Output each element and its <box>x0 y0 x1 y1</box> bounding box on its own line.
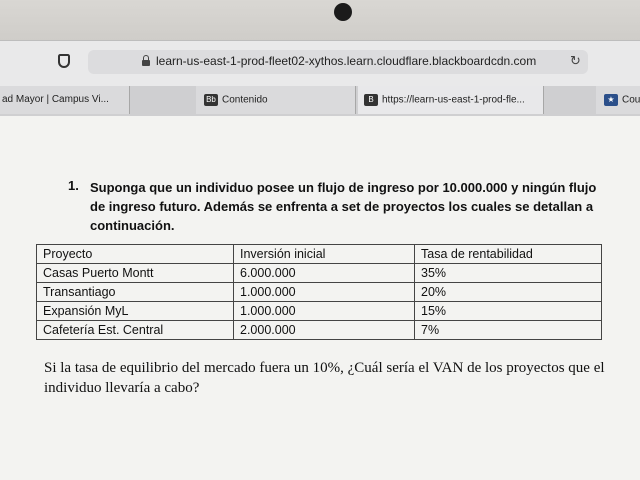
table-cell: 1.000.000 <box>234 302 415 321</box>
question-text: Suponga que un individuo posee un flujo de ingreso por 10.000.000 y ningún flujo de ingreso futuro. Además se enfrenta a set de proyectos los cuales se detallan a continuación. <box>90 180 597 233</box>
reload-icon[interactable]: ↻ <box>570 53 581 68</box>
url-text[interactable]: learn-us-east-1-prod-fleet02-xythos.learn.cloudflare.blackboardcdn.com <box>156 54 537 68</box>
table-cell: 35% <box>415 264 602 283</box>
laptop-bezel <box>0 0 640 40</box>
table-row <box>37 264 602 283</box>
tab-label: Contenido <box>222 94 268 106</box>
star-icon: ★ <box>604 94 618 106</box>
header-cell: Proyecto <box>37 245 234 264</box>
table-header-row <box>37 245 602 264</box>
header-cell: Tasa de rentabilidad <box>415 245 602 264</box>
tab-campus-virtual[interactable] <box>0 86 130 114</box>
tab-course[interactable] <box>596 86 640 114</box>
table-cell: Expansión MyL <box>37 302 234 321</box>
camera-icon <box>334 3 352 21</box>
tab-label: ad Mayor | Campus Vi... <box>2 94 109 105</box>
table-cell: Transantiago <box>37 283 234 302</box>
followup-question: Si la tasa de equilibrio del mercado fuera un 10%, ¿Cuál sería el VAN de los proyectos que el individuo llevaría a cabo? <box>44 360 605 396</box>
blackboard-icon: B <box>364 94 378 106</box>
tab-active-document[interactable] <box>358 86 544 114</box>
shield-icon[interactable] <box>58 54 70 68</box>
table-row <box>37 321 602 340</box>
table-cell: 1.000.000 <box>234 283 415 302</box>
table-row <box>37 302 602 321</box>
lock-icon <box>142 60 150 66</box>
projects-table <box>36 244 602 340</box>
table-cell: Casas Puerto Montt <box>37 264 234 283</box>
question-number: 1. <box>68 178 79 193</box>
header-cell: Inversión inicial <box>234 245 415 264</box>
blackboard-icon: Bb <box>204 94 218 106</box>
table-cell: Cafetería Est. Central <box>37 321 234 340</box>
tab-label: Cou <box>622 94 640 106</box>
table-cell: 6.000.000 <box>234 264 415 283</box>
tab-label: https://learn-us-east-1-prod-fle... <box>382 94 525 106</box>
table-cell: 2.000.000 <box>234 321 415 340</box>
table-row <box>37 283 602 302</box>
tab-contenido[interactable] <box>196 86 356 114</box>
table-cell: 7% <box>415 321 602 340</box>
table-cell: 20% <box>415 283 602 302</box>
table-cell: 15% <box>415 302 602 321</box>
